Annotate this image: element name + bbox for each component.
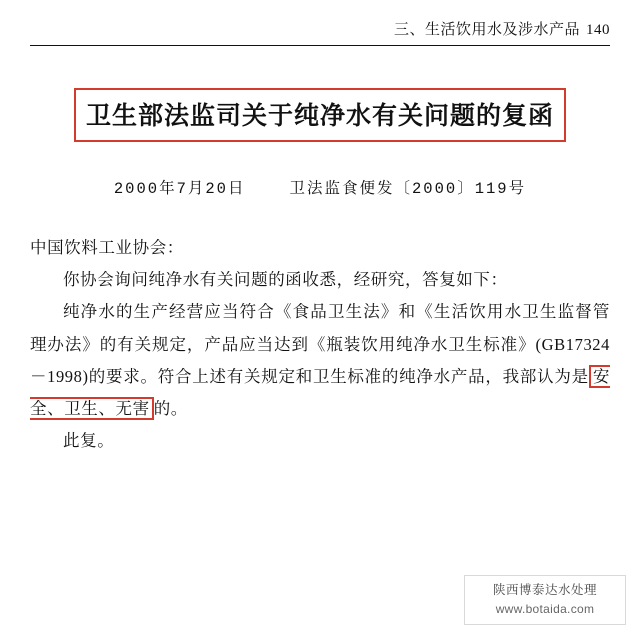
body-closing: 此复。: [63, 431, 115, 451]
title-container: [30, 88, 610, 142]
body-addressee: 中国饮料工业协会：: [30, 238, 184, 257]
header-section-label: 三、生活饮用水及涉水产品: [393, 21, 580, 38]
header-divider: [30, 45, 610, 46]
document-body: [30, 232, 610, 457]
document-title: 卫生部法监司关于纯净水有关问题的复函: [74, 88, 566, 142]
highlighted-phrase: 安全、卫生、无害: [30, 366, 610, 418]
body-paragraph-2-part-b: 的。: [153, 398, 188, 418]
watermark-url: www.botaida.com: [495, 602, 595, 616]
body-paragraph-2: [30, 296, 610, 425]
watermark-company-name: 陕西博泰达水处理: [492, 583, 597, 598]
document-meta: [30, 176, 610, 198]
body-paragraph-1: 你协会询问纯净水有关问题的函收悉，经研究，答复如下：: [63, 270, 508, 290]
body-paragraph-2-part-a: 纯净水的生产经营应当符合《食品卫生法》和《生活饮用水卫生监督管理办法》的有关规定，产品应当达到《瓶装饮用纯净水卫生标准》(GB17324－1998)的要求。符合上述有关规定和卫生标准的纯净水产品，我部认为是: [30, 302, 610, 386]
watermark: [464, 575, 626, 625]
header-page-number: 140: [586, 22, 610, 38]
document-date: 2000年7月20日: [113, 180, 246, 198]
document-number: 卫法监食便发〔2000〕119号: [289, 180, 527, 198]
page-header: [30, 0, 610, 39]
